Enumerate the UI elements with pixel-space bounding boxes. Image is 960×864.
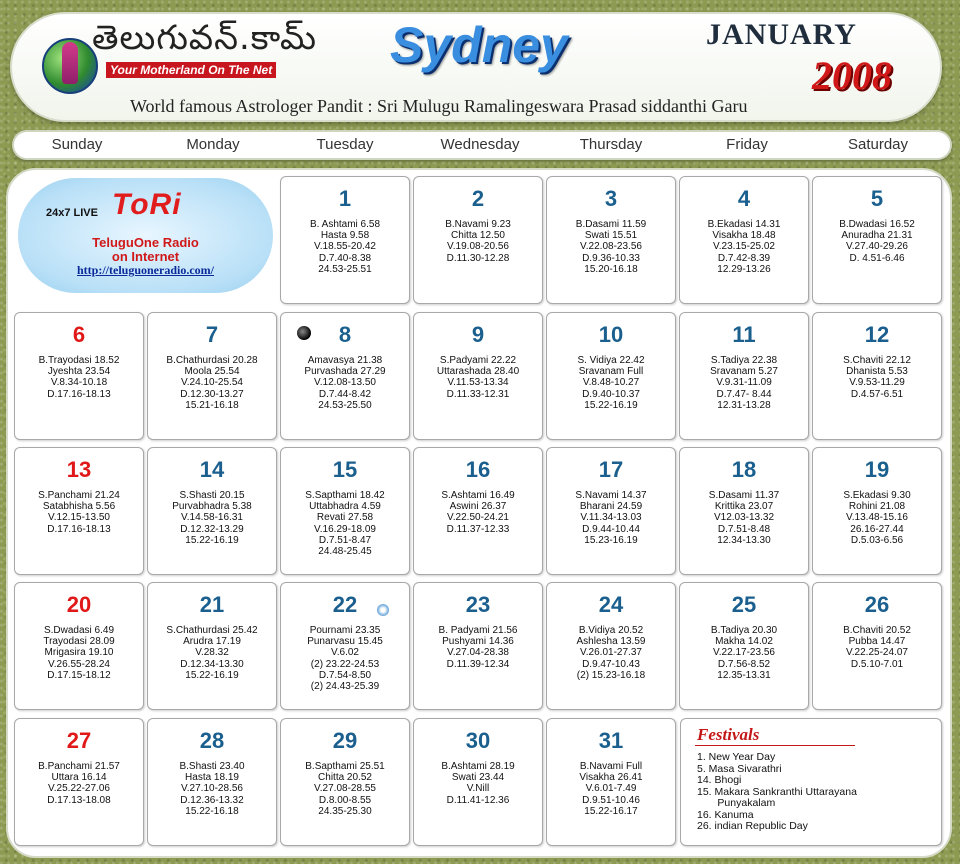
astrologer-credit: World famous Astrologer Pandit : Sri Mulugu Ramalingeswara Prasad siddanthi Garu (130, 96, 748, 116)
day-number: 8 (338, 322, 352, 347)
day-number: 20 (66, 592, 92, 617)
day-number: 9 (471, 322, 485, 347)
day-number: 27 (66, 728, 92, 753)
day-panchang: B.Sapthami 25.51 Chitta 20.52 V.27.08-28.55 D.8.00-8.55 24.35-25.30 (305, 761, 385, 817)
day-cell-5 (812, 176, 942, 304)
day-number: 19 (864, 457, 890, 482)
weekday-saturday: Saturday (847, 136, 909, 153)
day-number: 22 (332, 592, 358, 617)
day-panchang: B. Ashtami 6.58 Hasta 9.58 V.18.55-20.42 D.7.40-8.38 24.53-25.51 (309, 219, 381, 275)
day-cell-23 (413, 582, 543, 710)
day-panchang: B.Ekadasi 14.31 Visakha 18.48 V.23.15-25.02 D.7.42-8.39 12.29-13.26 (707, 219, 781, 275)
day-cell-20 (14, 582, 144, 710)
weekday-thursday: Thursday (579, 136, 643, 153)
day-number: 21 (199, 592, 225, 617)
day-cell-10 (546, 312, 676, 440)
weekday-tuesday: Tuesday (316, 136, 374, 153)
day-cell-31 (546, 718, 676, 846)
festivals-underline (695, 745, 855, 746)
weekday-sunday: Sunday (51, 136, 103, 153)
day-number: 10 (598, 322, 624, 347)
day-number: 4 (737, 186, 751, 211)
day-number: 1 (338, 186, 352, 211)
radio-line-2: on Internet (111, 249, 180, 264)
radio-live-label: 24x7 LIVE (46, 207, 98, 219)
day-cell-29 (280, 718, 410, 846)
month-title: JANUARY (706, 18, 857, 51)
day-panchang: S.Padyami 22.22 Uttarashada 28.40 V.11.53-13.34 D.11.33-12.31 (436, 355, 520, 400)
festival-item: 15. Makara Sankranthi Uttarayana (697, 785, 857, 798)
festival-item: 5. Masa Sivarathri (697, 762, 782, 775)
day-number: 16 (465, 457, 491, 482)
day-number: 7 (205, 322, 219, 347)
festivals-box (680, 718, 942, 846)
radio-line-1: TeluguOne Radio (92, 235, 199, 250)
site-logo-text[interactable]: తెలుగువన్.కామ్ (92, 18, 317, 58)
day-panchang: S.Ekadasi 9.30 Rohini 21.08 V.13.48-15.16 26.16-27.44 D.5.03-6.56 (843, 490, 911, 546)
festival-item: 1. New Year Day (697, 751, 776, 763)
weekday-wednesday: Wednesday (440, 136, 520, 153)
day-panchang: B.Navami 9.23 Chitta 12.50 V.19.08-20.56 D.11.30-12.28 (445, 219, 511, 264)
day-cell-16 (413, 447, 543, 575)
day-cell-1 (280, 176, 410, 304)
festival-item: 14. Bhogi (697, 774, 742, 786)
full-moon-icon (377, 604, 389, 616)
day-panchang: S.Navami 14.37 Bharani 24.59 V.11.34-13.03 D.9.44-10.44 15.23-16.19 (575, 490, 647, 546)
day-panchang: B.Panchami 21.57 Uttara 16.14 V.25.22-27.06 D.17.13-18.08 (38, 761, 120, 806)
day-number: 5 (870, 186, 884, 211)
year-title: 2008 (812, 53, 892, 98)
day-panchang: B.Chaviti 20.52 Pubba 14.47 V.22.25-24.07 D.5.10-7.01 (843, 625, 911, 670)
day-cell-3 (546, 176, 676, 304)
day-number: 24 (598, 592, 624, 617)
site-tagline: Your Motherland On The Net (106, 62, 276, 78)
festivals-list (697, 752, 857, 833)
day-panchang: Amavasya 21.38 Purvashada 27.29 V.12.08-13.50 D.7.44-8.42 24.53-25.50 (304, 355, 386, 411)
city-title: Sydney (390, 17, 568, 73)
weekday-monday: Monday (186, 136, 240, 153)
day-cell-28 (147, 718, 277, 846)
day-cell-6 (14, 312, 144, 440)
day-panchang: B.Trayodasi 18.52 Jyeshta 23.54 V.8.34-10.18 D.17.16-18.13 (38, 355, 120, 400)
day-panchang: B.Shasti 23.40 Hasta 18.19 V.27.10-28.56 D.12.36-13.32 15.22-16.18 (179, 761, 245, 817)
new-moon-icon (297, 326, 311, 340)
day-number: 12 (864, 322, 890, 347)
day-cell-9 (413, 312, 543, 440)
day-number: 14 (199, 457, 225, 482)
day-cell-22 (280, 582, 410, 710)
festival-item: Punyakalam (697, 797, 776, 809)
day-panchang: B.Dwadasi 16.52 Anuradha 21.31 V.27.40-29.26 D. 4.51-6.46 (839, 219, 915, 264)
day-number: 13 (66, 457, 92, 482)
day-cell-2 (413, 176, 543, 304)
day-panchang: S.Dwadasi 6.49 Trayodasi 28.09 Mrigasira 19.10 V.26.55-28.24 D.17.15-18.12 (43, 625, 115, 681)
day-cell-19 (812, 447, 942, 575)
day-cell-17 (546, 447, 676, 575)
day-cell-24 (546, 582, 676, 710)
day-panchang: B. Padyami 21.56 Pushyami 14.36 V.27.04-28.38 D.11.39-12.34 (438, 625, 518, 670)
day-number: 2 (471, 186, 485, 211)
day-cell-7 (147, 312, 277, 440)
day-panchang: B.Ashtami 28.19 Swati 23.44 V.Nill D.11.41-12.36 (441, 761, 515, 806)
day-panchang: B.Navami Full Visakha 26.41 V.6.01-7.49 D.9.51-10.46 15.22-16.17 (579, 761, 643, 817)
day-number: 17 (598, 457, 624, 482)
radio-link[interactable]: http://teluguoneradio.com/ (77, 263, 214, 277)
festival-item: 26. indian Republic Day (697, 820, 808, 832)
day-panchang: S.Ashtami 16.49 Aswini 26.37 V.22.50-24.21 D.11.37-12.33 (441, 490, 515, 535)
day-panchang: B.Dasami 11.59 Swati 15.51 V.22.08-23.56 D.9.36-10.33 15.20-16.18 (575, 219, 647, 275)
day-panchang: S.Panchami 21.24 Satabhisha 5.56 V.12.15-13.50 D.17.16-18.13 (38, 490, 120, 535)
festival-item: 16. Kanuma (697, 808, 754, 821)
goddess-figure-icon (62, 42, 78, 84)
day-number: 26 (864, 592, 890, 617)
day-panchang: B.Chathurdasi 20.28 Moola 25.54 V.24.10-25.54 D.12.30-13.27 15.21-16.18 (166, 355, 258, 411)
day-number: 29 (332, 728, 358, 753)
day-number: 11 (732, 322, 756, 347)
day-panchang: Pournami 23.35 Punarvasu 15.45 V.6.02 (2) 23.22-24.53 D.7.54-8.50 (2) 24.43-25.39 (307, 625, 383, 693)
day-panchang: S.Chaviti 22.12 Dhanista 5.53 V.9.53-11.29 D.4.57-6.51 (843, 355, 911, 400)
day-number: 6 (72, 322, 86, 347)
day-cell-30 (413, 718, 543, 846)
day-number: 31 (598, 728, 624, 753)
day-cell-26 (812, 582, 942, 710)
day-number: 3 (604, 186, 618, 211)
day-cell-27 (14, 718, 144, 846)
day-cell-18 (679, 447, 809, 575)
tori-logo[interactable]: ToRi (112, 188, 182, 221)
day-cell-21 (147, 582, 277, 710)
day-panchang: S.Sapthami 18.42 Uttabhadra 4.59 Revati 27.58 V.16.29-18.09 D.7.51-8.47 24.48-25.45 (305, 490, 385, 558)
day-cell-12 (812, 312, 942, 440)
day-number: 28 (199, 728, 225, 753)
weekday-friday: Friday (726, 136, 768, 153)
day-cell-15 (280, 447, 410, 575)
day-panchang: S.Shasti 20.15 Purvabhadra 5.38 V.14.58-16.31 D.12.32-13.29 15.22-16.19 (172, 490, 252, 546)
day-number: 18 (731, 457, 757, 482)
day-cell-4 (679, 176, 809, 304)
day-panchang: S.Chathurdasi 25.42 Arudra 17.19 V.28.32 D.12.34-13.30 15.22-16.19 (166, 625, 258, 681)
day-cell-14 (147, 447, 277, 575)
day-panchang: S.Tadiya 22.38 Sravanam 5.27 V.9.31-11.09 D.7.47- 8.44 12.31-13.28 (710, 355, 778, 411)
day-panchang: B.Tadiya 20.30 Makha 14.02 V.22.17-23.56 D.7.56-8.52 12.35-13.31 (710, 625, 778, 681)
day-cell-25 (679, 582, 809, 710)
day-number: 25 (731, 592, 757, 617)
day-number: 23 (465, 592, 491, 617)
day-number: 15 (332, 457, 358, 482)
day-panchang: B.Vidiya 20.52 Ashlesha 13.59 V.26.01-27.37 D.9.47-10.43 (2) 15.23-16.18 (576, 625, 646, 681)
day-number: 30 (465, 728, 491, 753)
day-cell-13 (14, 447, 144, 575)
festivals-title: Festivals (697, 725, 760, 744)
day-cell-11 (679, 312, 809, 440)
day-panchang: S. Vidiya 22.42 Sravanam Full V.8.48-10.27 D.9.40-10.37 15.22-16.19 (577, 355, 645, 411)
day-panchang: S.Dasami 11.37 Krittika 23.07 V12.03-13.32 D.7.51-8.48 12.34-13.30 (708, 490, 780, 546)
